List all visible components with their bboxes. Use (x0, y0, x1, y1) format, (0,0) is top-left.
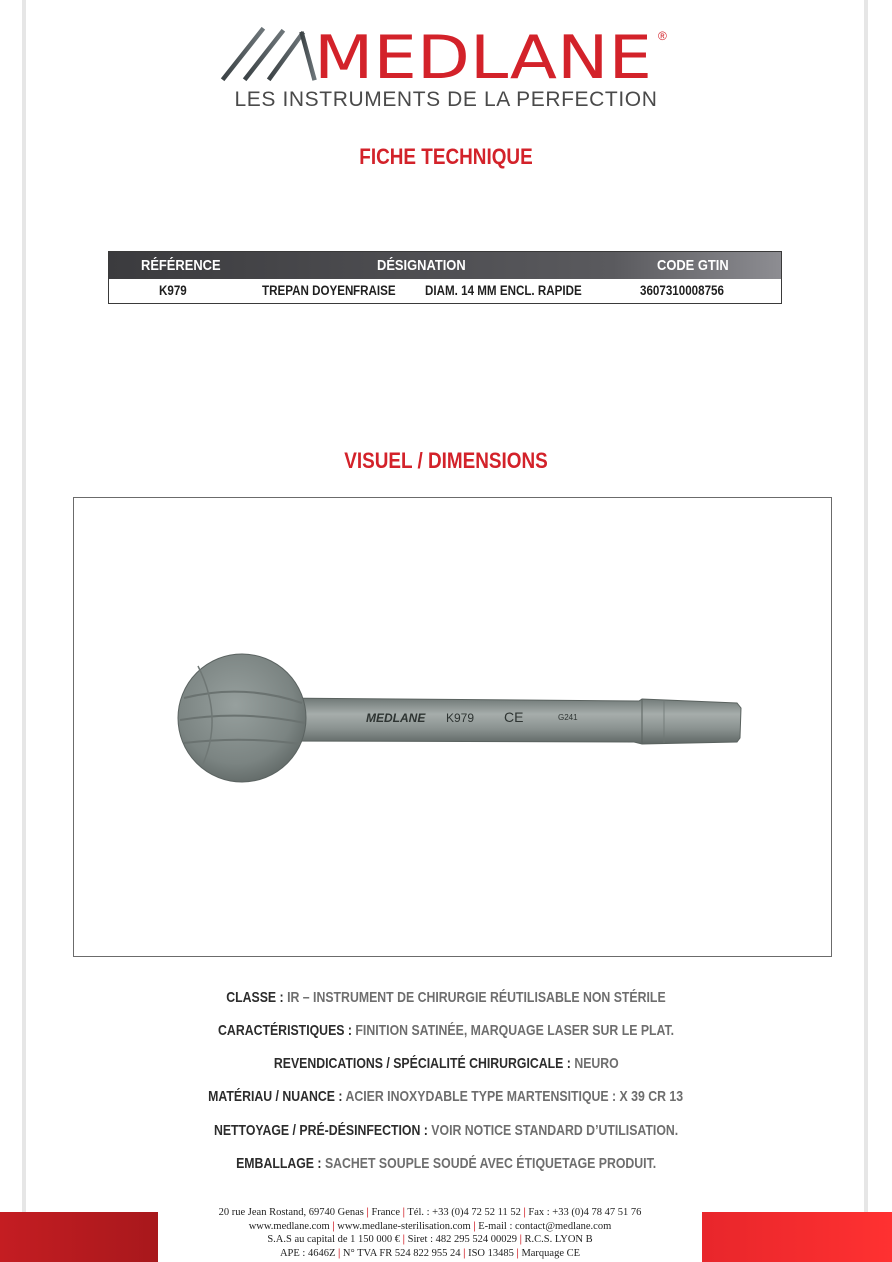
footer-line-1 (160, 1206, 700, 1220)
visuel-dimensions-heading: VISUEL / DIMENSIONS (344, 448, 548, 473)
table-header-row (109, 252, 781, 279)
instrument-visual-frame (73, 497, 832, 957)
logo-wordmark: MEDLANE (314, 24, 652, 84)
footer-line-4 (160, 1247, 700, 1261)
footer-separator: | (523, 1207, 526, 1218)
spec-emballage-value: SACHET SOUPLE SOUDÉ AVEC ÉTIQUETAGE PRODUIT. (324, 1155, 657, 1172)
footer-iso: ISO 13485 (468, 1247, 514, 1259)
spec-revendications (0, 1055, 892, 1072)
trepan-instrument-image (74, 498, 831, 956)
footer-siret: Siret : 482 295 524 00029 (407, 1234, 517, 1245)
footer-email-link[interactable]: E-mail : contact@medlane.com (478, 1220, 612, 1232)
footer-website-link[interactable]: www.medlane.com (248, 1220, 330, 1232)
spec-classe (0, 989, 892, 1006)
spec-nettoyage (0, 1122, 892, 1139)
spec-classe-value: IR – INSTRUMENT DE CHIRURGIE RÉUTILISABLE NON STÉRILE (287, 989, 666, 1006)
cell-reference: K979 (159, 283, 187, 298)
footer-sterilisation-link[interactable]: www.medlane-sterilisation.com (337, 1220, 471, 1232)
spec-materiau (0, 1088, 892, 1105)
footer-red-bar-left (0, 1212, 158, 1262)
header-gtin: CODE GTIN (657, 257, 729, 274)
fiche-technique-heading: FICHE TECHNIQUE (359, 144, 533, 169)
reference-table (108, 251, 782, 304)
footer-address: 20 rue Jean Rostand, 69740 Genas (218, 1207, 364, 1218)
spec-emballage-key: EMBALLAGE : (235, 1155, 322, 1172)
table-row (109, 279, 781, 303)
header-reference: RÉFÉRENCE (141, 257, 221, 274)
footer-fax: Fax : +33 (0)4 78 47 51 76 (528, 1207, 642, 1218)
spec-materiau-key: MATÉRIAU / NUANCE : (208, 1088, 343, 1105)
footer-separator: | (337, 1247, 341, 1259)
spec-caracteristiques-value: FINITION SATINÉE, MARQUAGE LASER SUR LE PLAT. (355, 1022, 675, 1039)
footer-rcs: R.C.S. LYON B (524, 1234, 593, 1245)
spec-materiau-value: ACIER INOXYDABLE TYPE MARTENSITIQUE : X 39 CR 13 (345, 1088, 684, 1105)
cell-gtin: 3607310008756 (640, 283, 724, 298)
spec-emballage (0, 1155, 892, 1172)
footer-red-bar-right (702, 1212, 892, 1262)
footer-capital: S.A.S au capital de 1 150 000 € (267, 1234, 401, 1245)
marking-code: G241 (558, 713, 578, 722)
marking-ce: CE (504, 709, 524, 725)
spec-caracteristiques-key: CARACTÉRISTIQUES : (217, 1022, 352, 1039)
footer-phone: Tél. : +33 (0)4 72 52 11 52 (407, 1207, 521, 1218)
footer-separator: | (402, 1207, 405, 1218)
footer-separator: | (519, 1234, 522, 1245)
footer-ce-marking: Marquage CE (521, 1247, 581, 1259)
footer-separator: | (332, 1220, 335, 1232)
spec-classe-key: CLASSE : (226, 989, 284, 1006)
footer-line-2 (160, 1220, 700, 1234)
footer-ape: APE : 4646Z (279, 1247, 336, 1259)
footer-separator: | (366, 1207, 369, 1218)
footer-country: France (371, 1207, 401, 1218)
footer-separator: | (402, 1234, 405, 1245)
footer-separator: | (463, 1247, 466, 1259)
header-designation: DÉSIGNATION (377, 257, 466, 274)
footer-tva: N° TVA FR 524 822 955 24 (342, 1247, 461, 1259)
cell-designation-3: DIAM. 14 MM ENCL. RAPIDE (425, 283, 582, 298)
registered-mark: ® (658, 29, 667, 43)
medlane-logo (218, 24, 678, 84)
spec-nettoyage-value: VOIR NOTICE STANDARD D’UTILISATION. (431, 1122, 679, 1139)
brand-tagline: LES INSTRUMENTS DE LA PERFECTION (234, 88, 658, 111)
spec-nettoyage-key: NETTOYAGE / PRÉ-DÉSINFECTION : (213, 1122, 428, 1139)
footer-separator: | (473, 1220, 476, 1232)
spec-revendications-key: REVENDICATIONS / SPÉCIALITÉ CHIRURGICALE : (273, 1055, 571, 1072)
spec-caracteristiques (0, 1022, 892, 1039)
marking-ref: K979 (446, 711, 475, 725)
spec-revendications-value: NEURO (574, 1055, 619, 1072)
footer-contact (160, 1206, 700, 1260)
footer-separator: | (516, 1247, 519, 1259)
marking-brand: MEDLANE (366, 711, 426, 725)
cell-designation-1: TREPAN DOYEN (262, 283, 354, 298)
footer-line-3 (160, 1233, 700, 1247)
cell-designation-2: FRAISE (353, 283, 396, 298)
